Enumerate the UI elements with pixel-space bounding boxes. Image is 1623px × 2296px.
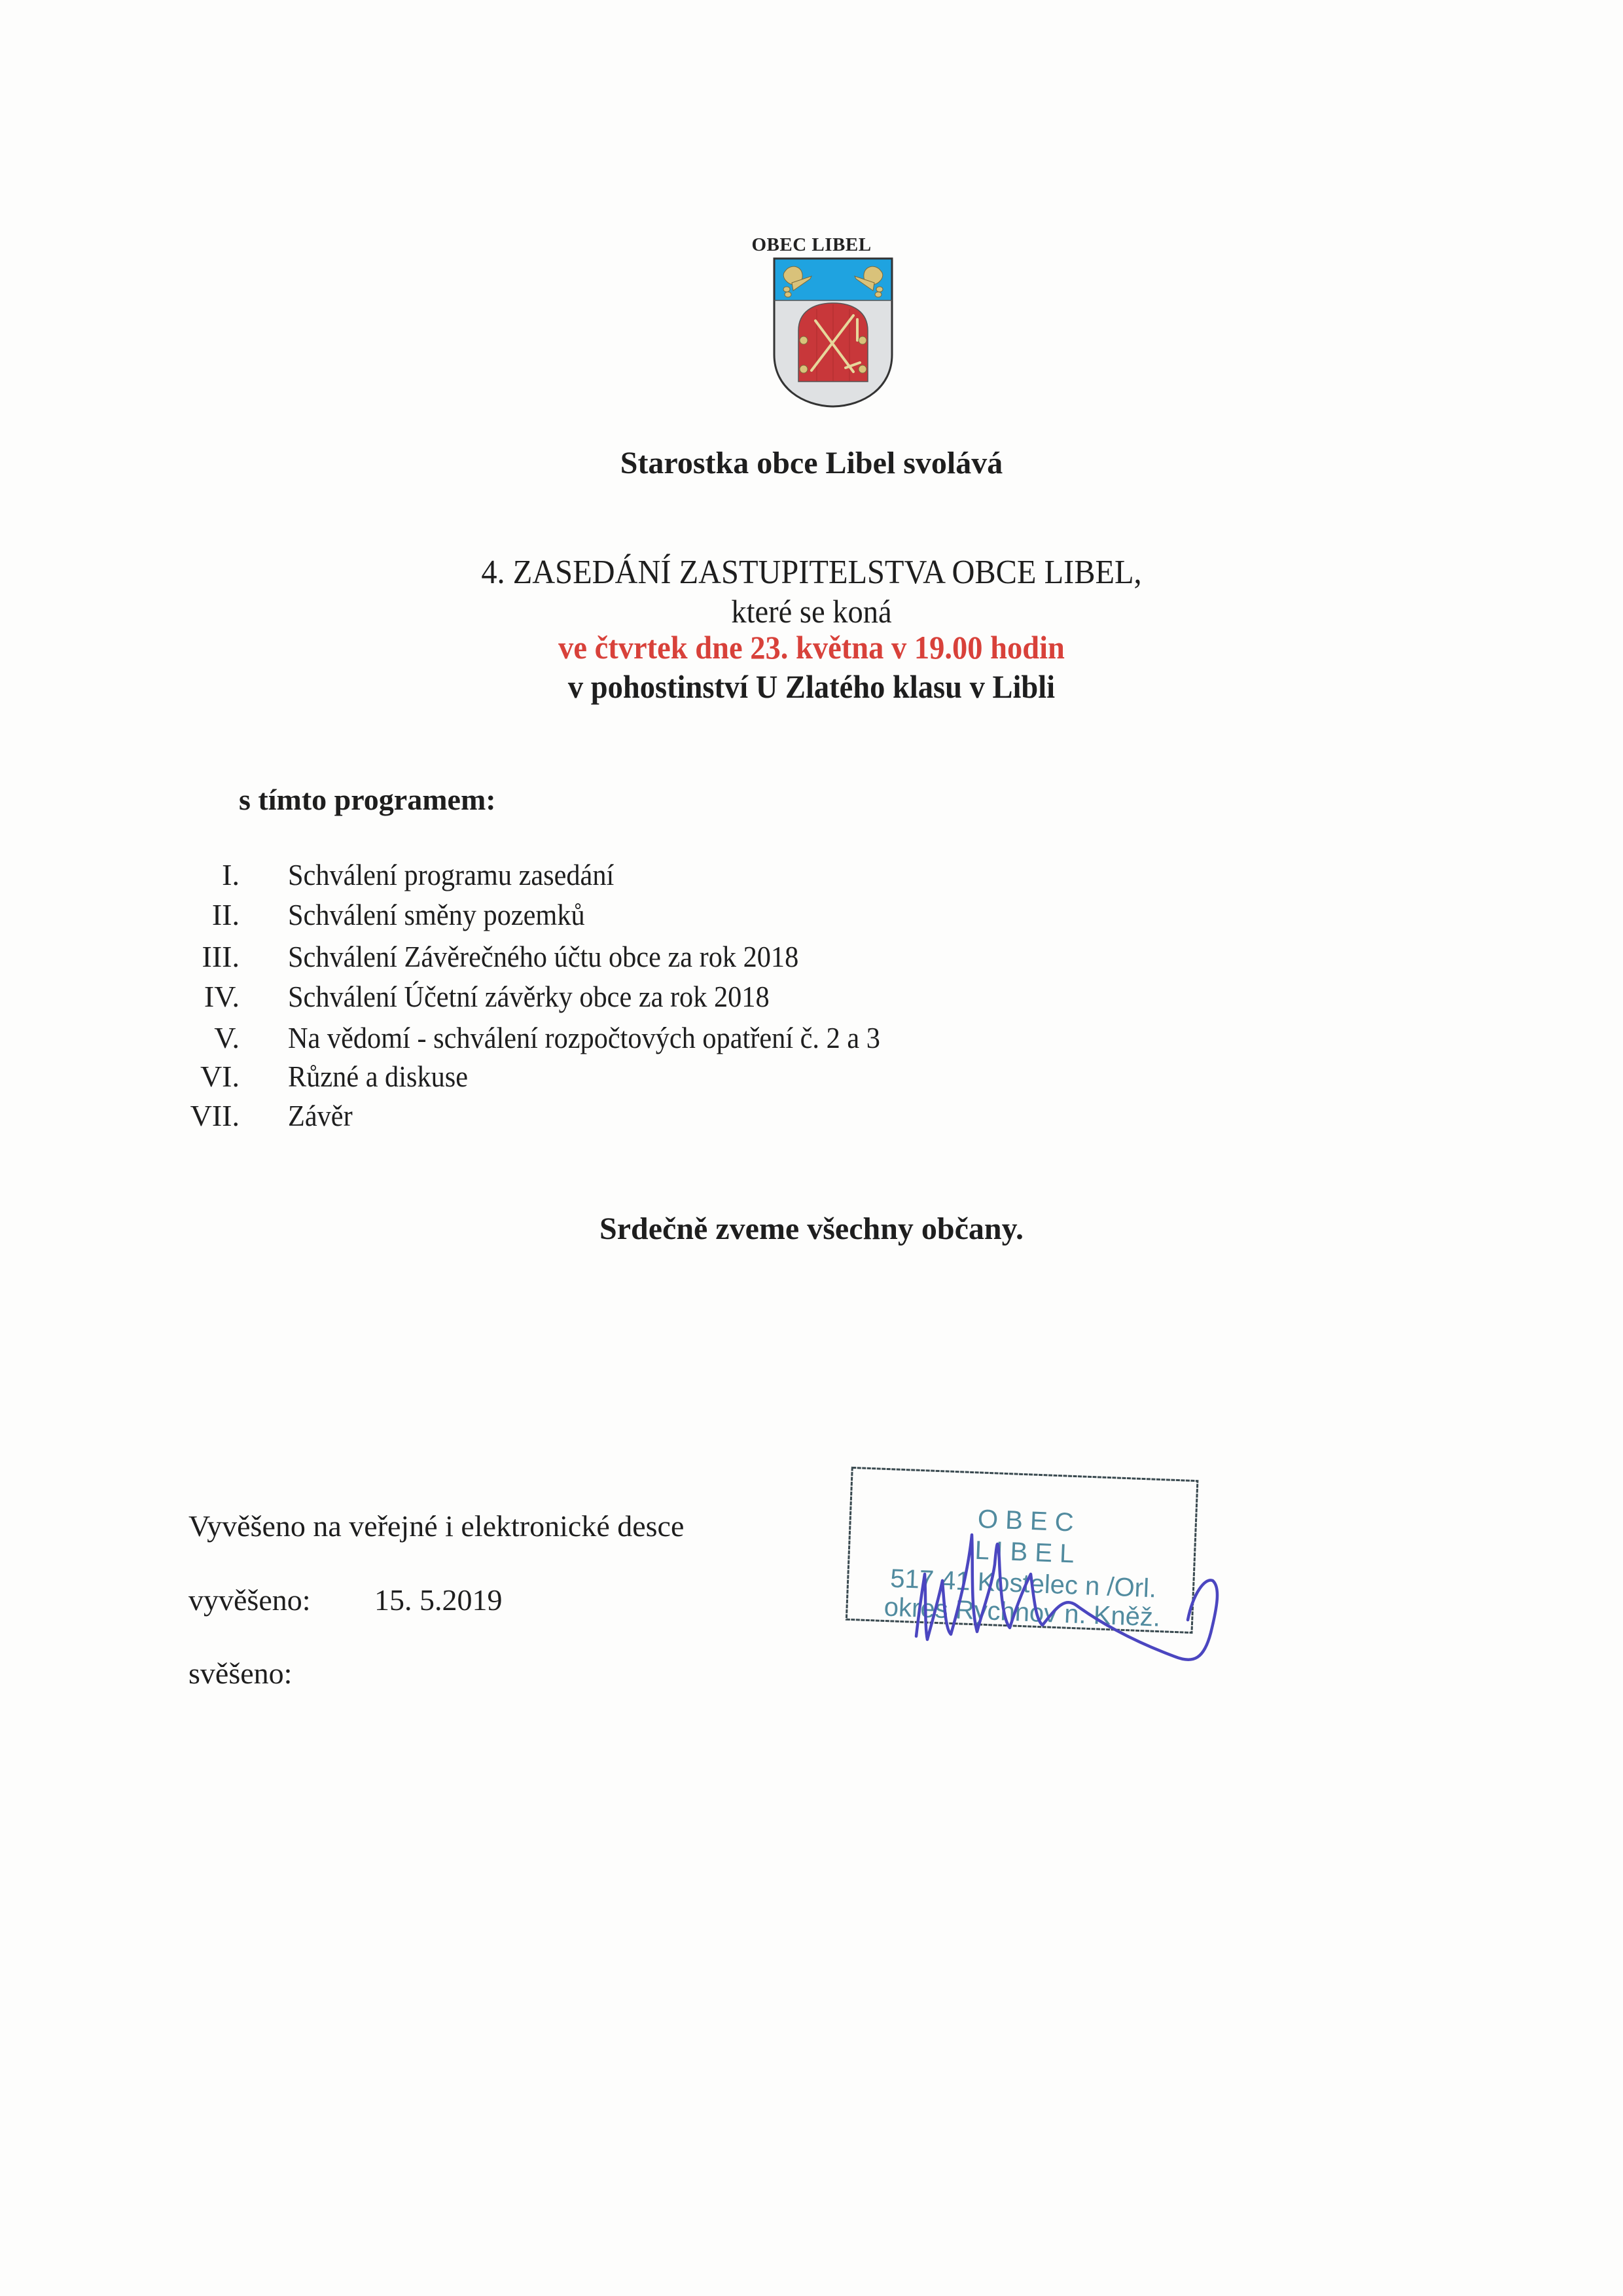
posted-note: Vyvěšeno na veřejné i elektronické desce	[188, 1509, 685, 1543]
agenda-item	[0, 1098, 1309, 1138]
agenda-item-number: II.	[211, 898, 240, 931]
official-stamp	[834, 1456, 1227, 1666]
removed-label: svěšeno:	[188, 1657, 293, 1690]
agenda-item-text: Schválení směny pozemků	[288, 898, 585, 931]
meeting-date-time: ve čtvrtek dne 23. května v 19.00 hodin	[558, 629, 1065, 666]
agenda-item-text: Schválení Závěrečného účtu obce za rok 2018	[288, 940, 799, 973]
program-label: s tímto programem:	[239, 783, 496, 816]
meeting-place: v pohostinství U Zlatého klasu v Libli	[567, 668, 1056, 705]
invitation-text: Srdečně zveme všechny občany.	[599, 1211, 1024, 1246]
agenda-item-number: VI.	[200, 1060, 240, 1093]
convener-heading: Starostka obce Libel svolává	[620, 446, 1003, 480]
agenda-item-text: Schválení Účetní závěrky obce za rok 2018	[288, 980, 770, 1013]
agenda-item	[0, 897, 1309, 937]
agenda-item	[0, 939, 1309, 978]
agenda-item-text: Na vědomí - schválení rozpočtových opatření č. 2 a 3	[288, 1021, 880, 1054]
agenda-item-text: Různé a diskuse	[288, 1060, 469, 1093]
agenda-item-number: III.	[202, 940, 240, 973]
stamp-line-1: O B E C	[977, 1504, 1075, 1537]
agenda-item-text: Závěr	[288, 1099, 353, 1132]
agenda-item	[0, 857, 1309, 897]
agenda-item-text: Schválení programu zasedání	[288, 858, 615, 891]
agenda-item	[0, 979, 1309, 1018]
posted-date: 15. 5.2019	[374, 1583, 503, 1617]
agenda-item-number: V.	[214, 1021, 240, 1054]
agenda-item	[0, 1020, 1309, 1060]
agenda-item-number: VII.	[190, 1099, 240, 1132]
stamp-line-3: 517 41 Kostelec n /Orl.	[889, 1564, 1157, 1604]
meeting-held-text: které se koná	[731, 593, 892, 630]
coat-of-arms-logo	[772, 257, 894, 408]
crest-title: OBEC LIBEL	[751, 234, 872, 255]
stamp-line-2: L I B E L	[974, 1535, 1075, 1569]
agenda-item	[0, 1059, 1309, 1098]
stamp-line-4: okres Rychnov n. Kněž.	[883, 1592, 1161, 1632]
posted-label: vyvěšeno:	[188, 1583, 311, 1617]
agenda-item-number: I.	[222, 858, 240, 891]
meeting-title: 4. ZASEDÁNÍ ZASTUPITELSTVA OBCE LIBEL,	[481, 554, 1142, 591]
agenda-item-number: IV.	[204, 980, 240, 1013]
